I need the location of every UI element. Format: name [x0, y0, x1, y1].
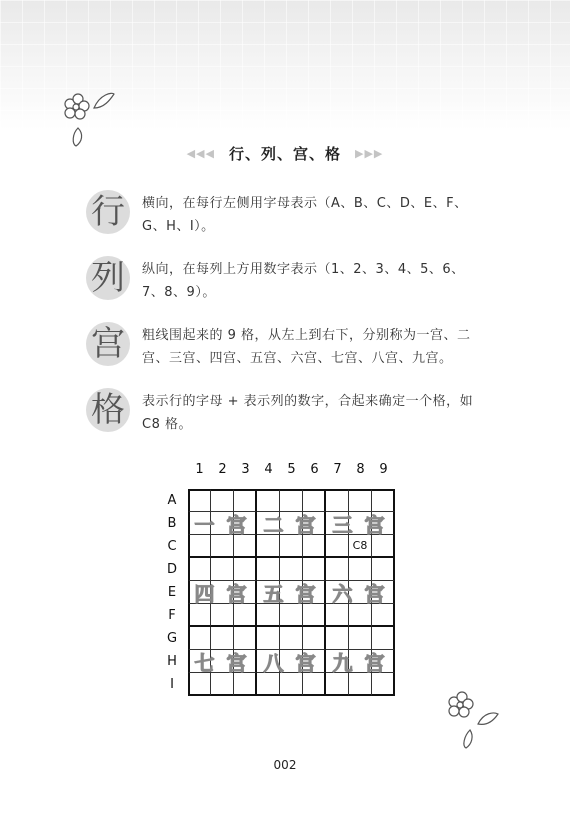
page-title: 行、列、宫、格	[228, 144, 341, 163]
box-label: 九宫	[332, 651, 397, 675]
grid-cell	[303, 581, 326, 604]
row-letter: G	[166, 631, 178, 646]
grid-cell	[188, 650, 211, 673]
box-label: 一宫	[194, 513, 259, 537]
grid-cell	[280, 558, 303, 581]
grid-cell	[349, 650, 372, 673]
box-label: 七宫	[194, 651, 259, 675]
grid-cell	[280, 535, 303, 558]
column-number: 7	[333, 462, 342, 477]
grid-cell	[211, 512, 234, 535]
grid-cell	[349, 604, 372, 627]
grid-cell	[234, 512, 257, 535]
box-label: 八宫	[263, 651, 328, 675]
grid-cell	[280, 581, 303, 604]
grid-cell	[211, 558, 234, 581]
column-numbers	[188, 462, 395, 482]
grid-cell	[257, 535, 280, 558]
grid-cell	[188, 673, 211, 696]
grid-cell	[211, 650, 234, 673]
grid-cell	[188, 581, 211, 604]
grid-cell	[257, 512, 280, 535]
column-number: 6	[310, 462, 319, 477]
grid-cell	[257, 627, 280, 650]
box-label: 五宫	[263, 582, 328, 606]
grid-cell	[372, 604, 395, 627]
grid-cell	[326, 512, 349, 535]
grid-cell	[326, 535, 349, 558]
right-arrows-icon: ▶▶▶	[355, 146, 384, 160]
row-letter: F	[168, 608, 176, 623]
grid-cell	[257, 489, 280, 512]
row-letter: I	[170, 677, 174, 692]
grid-cell	[280, 673, 303, 696]
cell-label: C8	[352, 539, 368, 552]
grid-cell	[234, 627, 257, 650]
grid-cell	[280, 650, 303, 673]
grid-cell	[372, 627, 395, 650]
grid-cell	[234, 650, 257, 673]
term-glyph: 格	[86, 388, 130, 432]
row-letter: C	[167, 539, 177, 554]
grid-cell	[326, 489, 349, 512]
grid-cell	[326, 627, 349, 650]
grid-cell	[234, 489, 257, 512]
term-glyph: 列	[86, 256, 130, 300]
left-arrows-icon: ◀◀◀	[186, 146, 215, 160]
grid-cell	[188, 627, 211, 650]
grid-cell	[257, 673, 280, 696]
column-number: 9	[379, 462, 388, 477]
grid-cell	[211, 535, 234, 558]
flower-decoration-icon	[440, 688, 504, 760]
grid-cell	[349, 627, 372, 650]
grid-cell	[280, 627, 303, 650]
grid-cell	[280, 489, 303, 512]
grid-cell	[372, 535, 395, 558]
grid-cell	[326, 673, 349, 696]
grid-cell	[303, 673, 326, 696]
grid-cell	[349, 535, 372, 558]
grid-cell	[211, 489, 234, 512]
grid-cell	[188, 489, 211, 512]
box-label: 六宫	[332, 582, 397, 606]
grid-cell	[234, 581, 257, 604]
grid-cell	[303, 512, 326, 535]
grid-cell	[211, 581, 234, 604]
term-glyph: 行	[86, 190, 130, 234]
grid-cell	[303, 650, 326, 673]
grid-cell	[372, 581, 395, 604]
grid-cell	[349, 512, 372, 535]
sudoku-grid	[188, 489, 395, 696]
grid-cell	[234, 535, 257, 558]
grid-cell	[303, 558, 326, 581]
grid-cell	[372, 512, 395, 535]
row-letter: H	[167, 654, 177, 669]
grid-cell	[349, 489, 372, 512]
grid-cell	[349, 581, 372, 604]
grid-cell	[303, 489, 326, 512]
grid-cell	[372, 673, 395, 696]
grid-cell	[211, 627, 234, 650]
grid-cell	[326, 604, 349, 627]
grid-cell	[326, 558, 349, 581]
column-number: 1	[195, 462, 204, 477]
grid-cell	[188, 535, 211, 558]
grid-cell	[211, 673, 234, 696]
box-label: 四宫	[194, 582, 259, 606]
grid-cell	[188, 604, 211, 627]
grid-cell	[234, 558, 257, 581]
grid-cell	[257, 650, 280, 673]
term-description: 横向，在每行左侧用字母表示（A、B、C、D、E、F、G、H、I）。	[142, 196, 468, 234]
box-label: 三宫	[332, 513, 397, 537]
grid-cell	[280, 512, 303, 535]
grid-cell	[188, 558, 211, 581]
term-description: 粗线围起来的 9 格，从左上到右下，分别称为一宫、二宫、三宫、四宫、五宫、六宫、七宫、八宫、九宫。	[142, 328, 471, 366]
box-label: 二宫	[263, 513, 328, 537]
term-description: 表示行的字母 + 表示列的数字，合起来确定一个格，如 C8 格。	[142, 394, 474, 432]
grid-cell	[372, 489, 395, 512]
row-letter: E	[167, 585, 177, 600]
row-letter: A	[167, 493, 177, 508]
grid-cell	[188, 512, 211, 535]
grid-cell	[234, 604, 257, 627]
column-number: 3	[241, 462, 250, 477]
grid-cell	[326, 650, 349, 673]
grid-cell	[257, 558, 280, 581]
grid-cell	[303, 535, 326, 558]
row-letter: B	[167, 516, 177, 531]
grid-cell	[349, 673, 372, 696]
grid-cell	[257, 604, 280, 627]
grid-cell	[211, 604, 234, 627]
grid-cell	[372, 650, 395, 673]
grid-cell	[326, 581, 349, 604]
row-letters	[162, 489, 182, 696]
grid-cell	[372, 558, 395, 581]
grid-cell	[303, 604, 326, 627]
term-description: 纵向，在每列上方用数字表示（1、2、3、4、5、6、7、8、9）。	[142, 262, 465, 300]
term-glyph: 宫	[86, 322, 130, 366]
column-number: 8	[356, 462, 365, 477]
grid-cell	[349, 558, 372, 581]
column-number: 2	[218, 462, 227, 477]
column-number: 4	[264, 462, 273, 477]
page-number: 002	[273, 758, 297, 772]
row-letter: D	[166, 562, 177, 577]
grid-cell	[303, 627, 326, 650]
grid-cell	[280, 604, 303, 627]
grid-cell	[234, 673, 257, 696]
column-number: 5	[287, 462, 296, 477]
grid-cell	[257, 581, 280, 604]
title-row	[0, 140, 570, 166]
